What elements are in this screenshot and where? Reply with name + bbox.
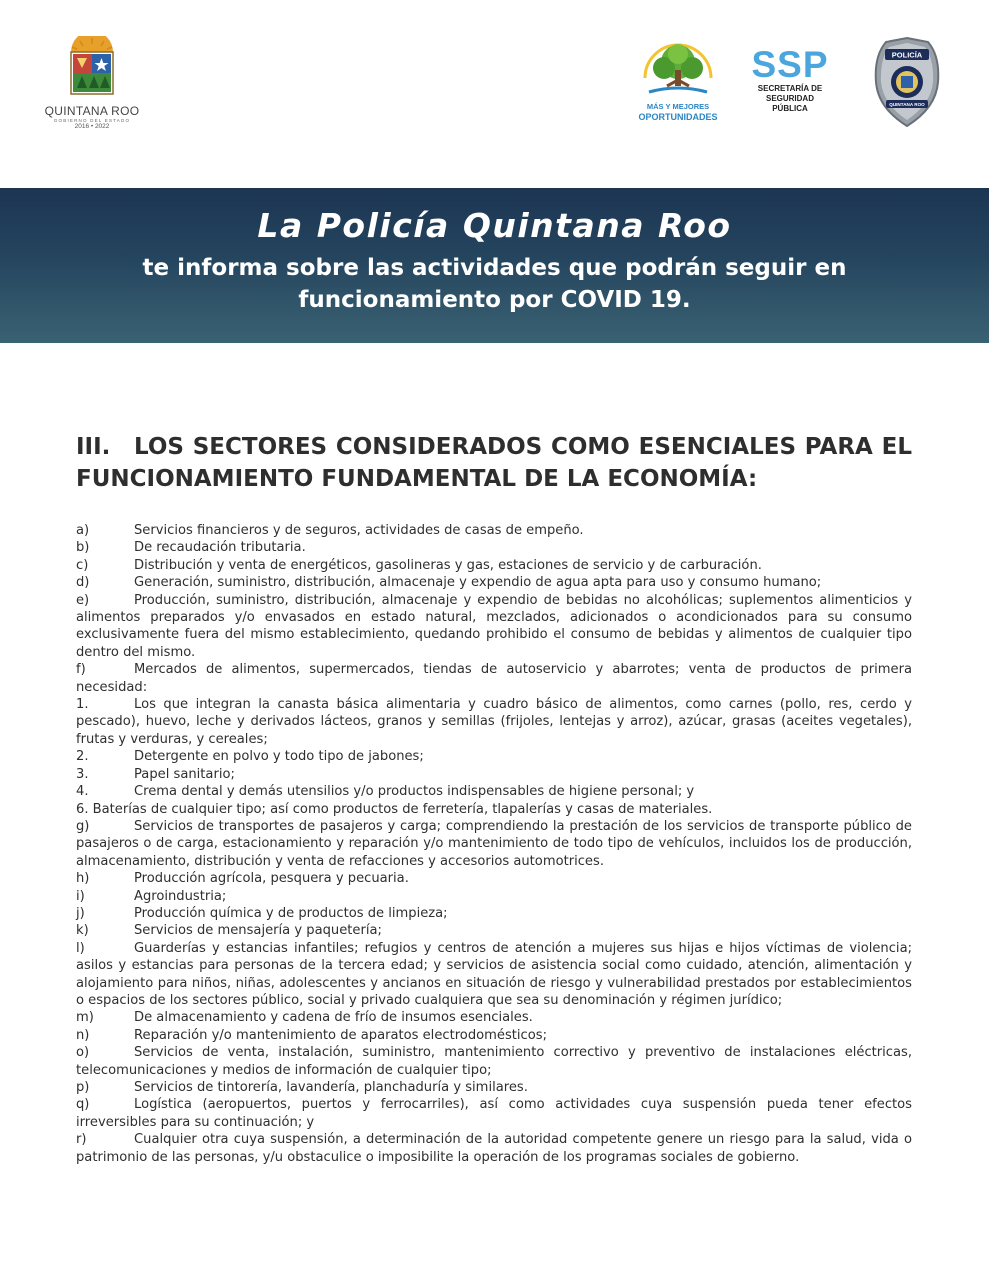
list-item-label: j) — [76, 905, 85, 921]
program-logo-line-2: OPORTUNIDADES — [638, 112, 718, 122]
list-item-label: o) — [76, 1045, 90, 1061]
state-coat-of-arms-icon — [57, 36, 127, 98]
list-item-label: k) — [76, 923, 89, 939]
list-item-label: r) — [76, 1132, 87, 1148]
list-item-text: 6. Baterías de cualquier tipo; así como productos de ferretería, tlapalerías y casas de materiales. — [76, 801, 713, 817]
list-item-label: 2. — [76, 749, 89, 765]
section-heading — [76, 431, 912, 495]
state-name: QUINTANA ROO — [44, 104, 140, 118]
list-item-text: Agroindustria; — [134, 888, 227, 904]
badge-top-text: POLICÍA — [891, 50, 923, 60]
list-item — [76, 661, 912, 696]
list-item-label: c) — [76, 557, 89, 573]
list-item — [76, 1044, 912, 1079]
header — [0, 0, 989, 188]
list-item — [76, 696, 912, 748]
list-item-text: Los que integran la canasta básica alimentaria y cuadro básico de alimentos, como carnes (pollo, res, cerdo y pescado), huevo, leche y derivados lácteos, granos y semillas (frijoles, lentejas y arroz), azúcar, grasas (aceites vegetales), frutas y verduras, y cereales; — [76, 697, 912, 747]
info-banner — [0, 188, 989, 343]
list-item-label: 4. — [76, 784, 89, 800]
list-item — [76, 922, 912, 939]
list-item-label: m) — [76, 1010, 94, 1026]
ssp-acronym: SSP — [751, 44, 829, 85]
list-item — [76, 801, 912, 818]
list-item-label: e) — [76, 592, 90, 608]
list-item-label: h) — [76, 871, 90, 887]
essential-sectors-list — [76, 522, 912, 1166]
list-item-text: Papel sanitario; — [134, 766, 235, 782]
list-item-text: Producción agrícola, pesquera y pecuaria. — [134, 871, 409, 887]
list-item — [76, 522, 912, 539]
list-item-label: i) — [76, 888, 85, 904]
list-item-text: Cualquier otra cuya suspensión, a determinación de la autoridad competente genere un riesgo para la salud, vida o patrimonio de las personas, y/u obstaculice o imposibilite la operación de los programas sociales de gobierno. — [76, 1132, 912, 1165]
list-item-text: Guarderías y estancias infantiles; refugios y centros de atención a mujeres sus hijas e hijos víctimas de violencia; asilos y estancias para personas de la tercera edad; y servicios de asistencia social como cuidado, atención, alimentación y alojamiento para niños, niñas, adolescentes y ancianos en situación de riesgo y vulnerabilidad prestados por establecimientos o espacios de los sectores público, social y privado cualquiera que sea su denominación y régimen jurídico; — [76, 940, 912, 1008]
list-item — [76, 539, 912, 556]
list-item-label: b) — [76, 540, 90, 556]
list-item — [76, 1079, 912, 1096]
badge-bottom-text: QUINTANA ROO — [889, 102, 925, 107]
list-item-label: f) — [76, 662, 86, 678]
list-item — [76, 1027, 912, 1044]
list-item-label: q) — [76, 1097, 90, 1113]
list-item — [76, 783, 912, 800]
list-item-text: Logística (aeropuertos, puertos y ferrocarriles), así como actividades cuya suspensión pueda tener efectos irreversibles para su continuación; y — [76, 1097, 912, 1130]
list-item-text: Servicios de transportes de pasajeros y carga; comprendiendo la prestación de los servicios de transporte público de pasajeros o de carga, estacionamiento y reparación y/o mantenimiento de todo tipo de vehículos, incluidos los de producción, almacenamiento, distribución y venta de refacciones y accesorios automotrices. — [76, 818, 912, 869]
list-item — [76, 592, 912, 662]
section-number: III. — [76, 434, 111, 460]
section-title-text: LOS SECTORES CONSIDERADOS COMO ESENCIALES PARA EL FUNCIONAMIENTO FUNDAMENTAL DE LA ECONOMÍA: — [76, 434, 912, 492]
list-item — [76, 748, 912, 765]
list-item — [76, 1131, 912, 1166]
list-item — [76, 940, 912, 1010]
tree-icon — [641, 38, 715, 96]
state-years: 2016 • 2022 — [74, 123, 110, 130]
ssp-line-1: SECRETARÍA DE SEGURIDAD — [757, 84, 823, 103]
ssp-line-2: PÚBLICA — [772, 104, 808, 113]
list-item-text: Reparación y/o mantenimiento de aparatos electrodomésticos; — [134, 1027, 547, 1043]
list-item-label: 1. — [76, 697, 89, 713]
police-badge-icon — [872, 36, 942, 128]
list-item-label: d) — [76, 575, 90, 591]
list-item-text: Servicios financieros y de seguros, actividades de casas de empeño. — [134, 523, 584, 538]
banner-title: La Policía Quintana Roo — [257, 206, 732, 245]
list-item — [76, 557, 912, 574]
list-item-label: p) — [76, 1080, 90, 1095]
list-item-text: Generación, suministro, distribución, almacenaje y expendio de agua apta para uso y consumo humano; — [134, 575, 822, 591]
program-logo-line-1: MÁS Y MEJORES — [646, 102, 710, 111]
quintana-roo-logo — [40, 36, 144, 130]
list-item — [76, 905, 912, 922]
list-item — [76, 888, 912, 905]
list-item-text: De almacenamiento y cadena de frío de insumos esenciales. — [134, 1010, 533, 1026]
list-item-label: g) — [76, 818, 90, 834]
list-item-label: a) — [76, 523, 90, 538]
list-item-label: l) — [76, 940, 85, 956]
list-item-label: n) — [76, 1027, 90, 1043]
list-item-text: Mercados de alimentos, supermercados, tiendas de autoservicio y abarrotes; venta de productos de primera necesidad: — [76, 662, 912, 695]
list-item-text: De recaudación tributaria. — [134, 540, 306, 556]
ssp-logo — [735, 46, 845, 114]
list-item-label: 3. — [76, 766, 89, 782]
list-item-text: Detergente en polvo y todo tipo de jabones; — [134, 749, 424, 765]
list-item-text: Distribución y venta de energéticos, gasolineras y gas, estaciones de servicio y de carburación. — [134, 557, 762, 573]
list-item-text: Servicios de mensajería y paquetería; — [134, 923, 382, 939]
list-item-text: Producción, suministro, distribución, almacenaje y expendio de bebidas no alcohólicas; suplementos alimenticios y alimentos preparados y/o envasados en estado natural, mezclados, adicionados o acondicionados para su consumo exclusivamente fuera del mismo establecimiento, quedando prohibido el consumo de bebidas y alimentos de cualquier tipo dentro del mismo. — [76, 592, 912, 660]
police-badge — [872, 36, 942, 132]
list-item-text: Producción química y de productos de limpieza; — [134, 905, 448, 921]
list-item-text: Servicios de tintorería, lavandería, planchaduría y similares. — [134, 1080, 528, 1095]
state-government-label: GOBIERNO DEL ESTADO — [53, 118, 131, 123]
list-item — [76, 574, 912, 591]
mas-y-mejores-oportunidades-logo — [630, 38, 726, 122]
list-item-text: Servicios de venta, instalación, suministro, mantenimiento correctivo y preventivo de instalaciones eléctricas, telecomunicaciones y medios de información de cualquier tipo; — [76, 1045, 912, 1078]
list-item — [76, 870, 912, 887]
list-item — [76, 1009, 912, 1026]
list-item — [76, 1096, 912, 1131]
list-item-text: Crema dental y demás utensilios y/o productos indispensables de higiene personal; y — [134, 784, 695, 800]
list-item — [76, 818, 912, 870]
banner-subtitle: te informa sobre las actividades que podrán seguir en funcionamiento por COVID 19. — [142, 255, 847, 313]
list-item — [76, 766, 912, 783]
